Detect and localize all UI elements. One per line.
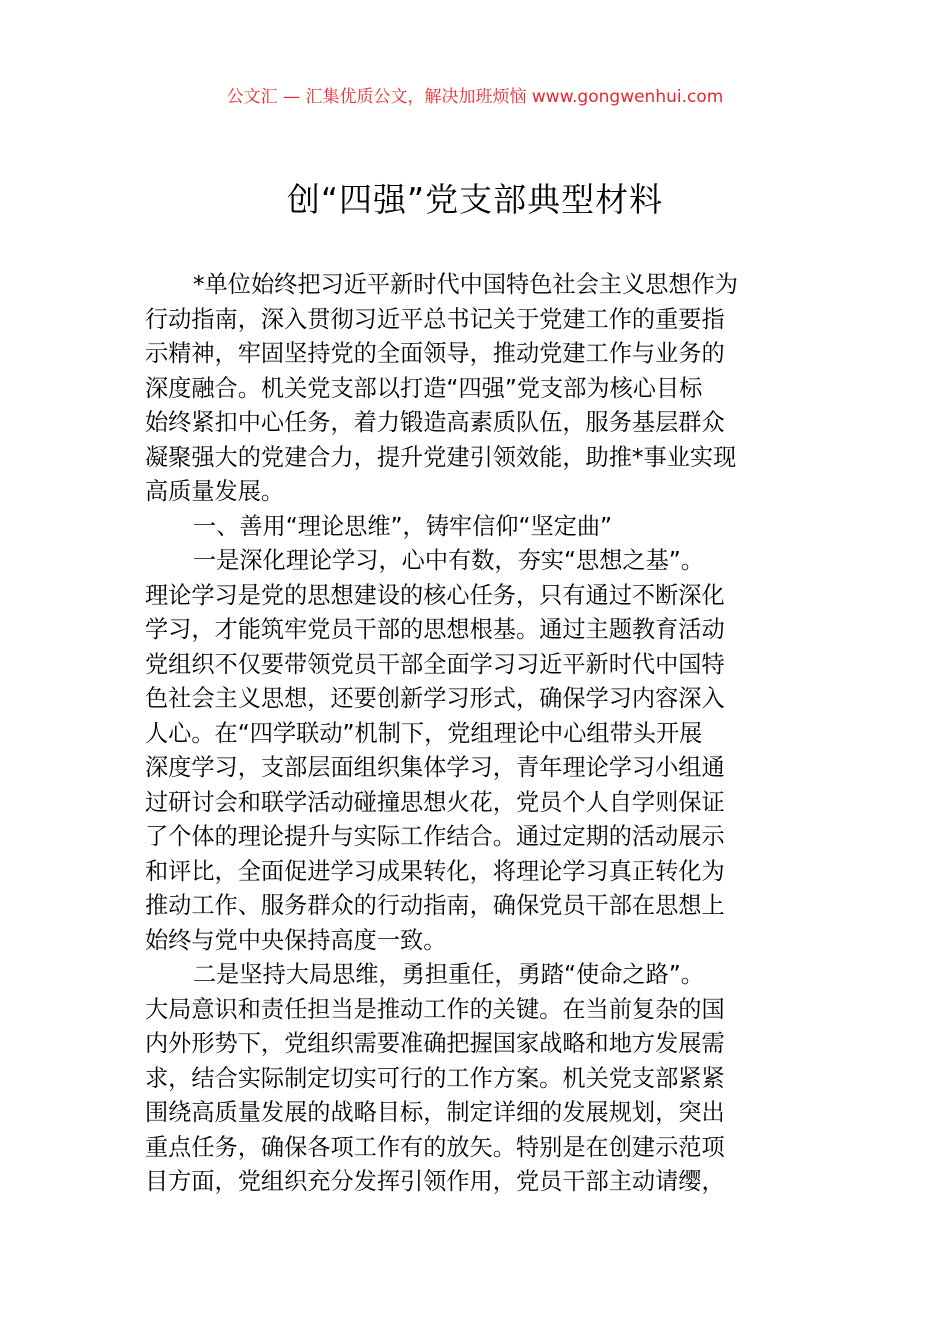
paragraph-line: 深度融合。机关党支部以打造“四强”党支部为核心目标 bbox=[145, 374, 703, 402]
paragraph-line: 过研讨会和联学活动碰撞思想火花，党员个人自学则保证 bbox=[145, 788, 725, 816]
section-heading: 一、善用“理论思维”，铸牢信仰“坚定曲” bbox=[193, 512, 613, 540]
paragraph-line: 围绕高质量发展的战略目标，制定详细的发展规划，突出 bbox=[145, 1099, 725, 1126]
paragraph-line: 党组织不仅要带领党员干部全面学习习近平新时代中国特 bbox=[145, 650, 725, 678]
paragraph-line: 内外形势下，党组织需要准确把握国家战略和地方发展需 bbox=[145, 1030, 725, 1057]
paragraph-line: 和评比，全面促进学习成果转化，将理论学习真正转化为 bbox=[145, 857, 725, 885]
paragraph-line: 色社会主义思想，还要创新学习形式，确保学习内容深入 bbox=[145, 685, 725, 712]
paragraph-line: 一是深化理论学习，心中有数，夯实“思想之基”。 bbox=[193, 547, 704, 574]
paragraph-line: 二是坚持大局思维，勇担重任，勇踏“使命之路”。 bbox=[193, 961, 704, 988]
paragraph-line: 示精神，牢固坚持党的全面领导，推动党建工作与业务的 bbox=[145, 340, 725, 367]
document-body bbox=[145, 268, 810, 1200]
paragraph-line: 推动工作、服务群众的行动指南，确保党员干部在思想上 bbox=[145, 892, 725, 919]
paragraph-line: 了个体的理论提升与实际工作结合。通过定期的活动展示 bbox=[145, 823, 725, 850]
paragraph-line: 深度学习，支部层面组织集体学习，青年理论学习小组通 bbox=[145, 754, 725, 781]
paragraph-line: 求，结合实际制定切实可行的工作方案。机关党支部紧紧 bbox=[145, 1064, 725, 1092]
paragraph-line: *单位始终把习近平新时代中国特色社会主义思想作为 bbox=[193, 271, 738, 298]
paragraph-line: 始终与党中央保持高度一致。 bbox=[145, 926, 447, 954]
paragraph-line: 始终紧扣中心任务，着力锻造高素质队伍，服务基层群众 bbox=[145, 409, 725, 436]
paragraph-line: 凝聚强大的党建合力，提升党建引领效能，助推*事业实现 bbox=[145, 443, 737, 471]
document-title: 创“四强”党支部典型材料 bbox=[286, 180, 664, 219]
watermark-header: 公文汇 — 汇集优质公文，解决加班烦恼 www.gongwenhui.com bbox=[226, 87, 724, 107]
paragraph-line: 学习，才能筑牢党员干部的思想根基。通过主题教育活动 bbox=[145, 616, 725, 643]
paragraph-line: 大局意识和责任担当是推动工作的关键。在当前复杂的国 bbox=[145, 995, 725, 1023]
paragraph-line: 目方面，党组织充分发挥引领作用，党员干部主动请缨， bbox=[145, 1168, 725, 1195]
paragraph-line: 行动指南，深入贯彻习近平总书记关于党建工作的重要指 bbox=[145, 305, 725, 333]
paragraph-line: 理论学习是党的思想建设的核心任务，只有通过不断深化 bbox=[145, 581, 725, 609]
paragraph-line: 重点任务，确保各项工作有的放矢。特别是在创建示范项 bbox=[145, 1133, 725, 1161]
paragraph-line: 人心。在“四学联动”机制下，党组理论中心组带头开展 bbox=[145, 719, 703, 747]
paragraph-line: 高质量发展。 bbox=[145, 478, 285, 505]
